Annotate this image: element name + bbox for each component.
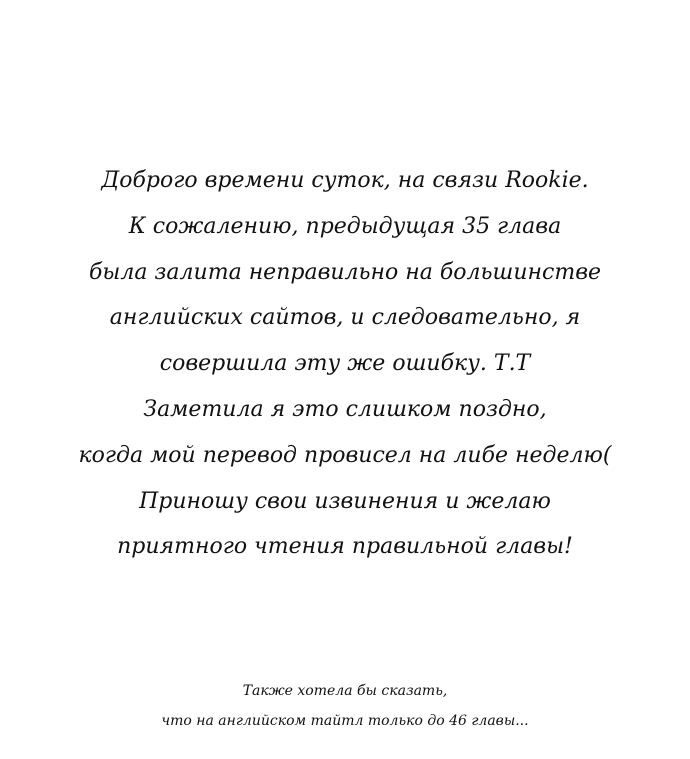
apology-message bbox=[0, 158, 690, 570]
message-line: когда мой перевод провисел на либе неделю( bbox=[78, 442, 612, 468]
message-line: совершила эту же ошибку. Т.Т bbox=[159, 351, 531, 377]
footnote-line: что на английском тайтл только до 46 главы... bbox=[161, 713, 529, 729]
message-line: К сожалению, предыдущая 35 глава bbox=[128, 213, 562, 239]
message-line: Доброго времени суток, на связи Rookie. bbox=[101, 168, 589, 193]
message-line: Приношу свои извинения и желаю bbox=[139, 488, 551, 514]
message-line: была залита неправильно на большинстве bbox=[88, 259, 602, 285]
message-line: Заметила я это слишком поздно, bbox=[143, 396, 547, 422]
message-line: приятного чтения правильной главы! bbox=[117, 534, 573, 560]
message-line: английских сайтов, и следовательно, я bbox=[109, 305, 581, 331]
footnote bbox=[0, 676, 690, 736]
footnote-line: Также хотела бы сказать, bbox=[242, 683, 448, 699]
